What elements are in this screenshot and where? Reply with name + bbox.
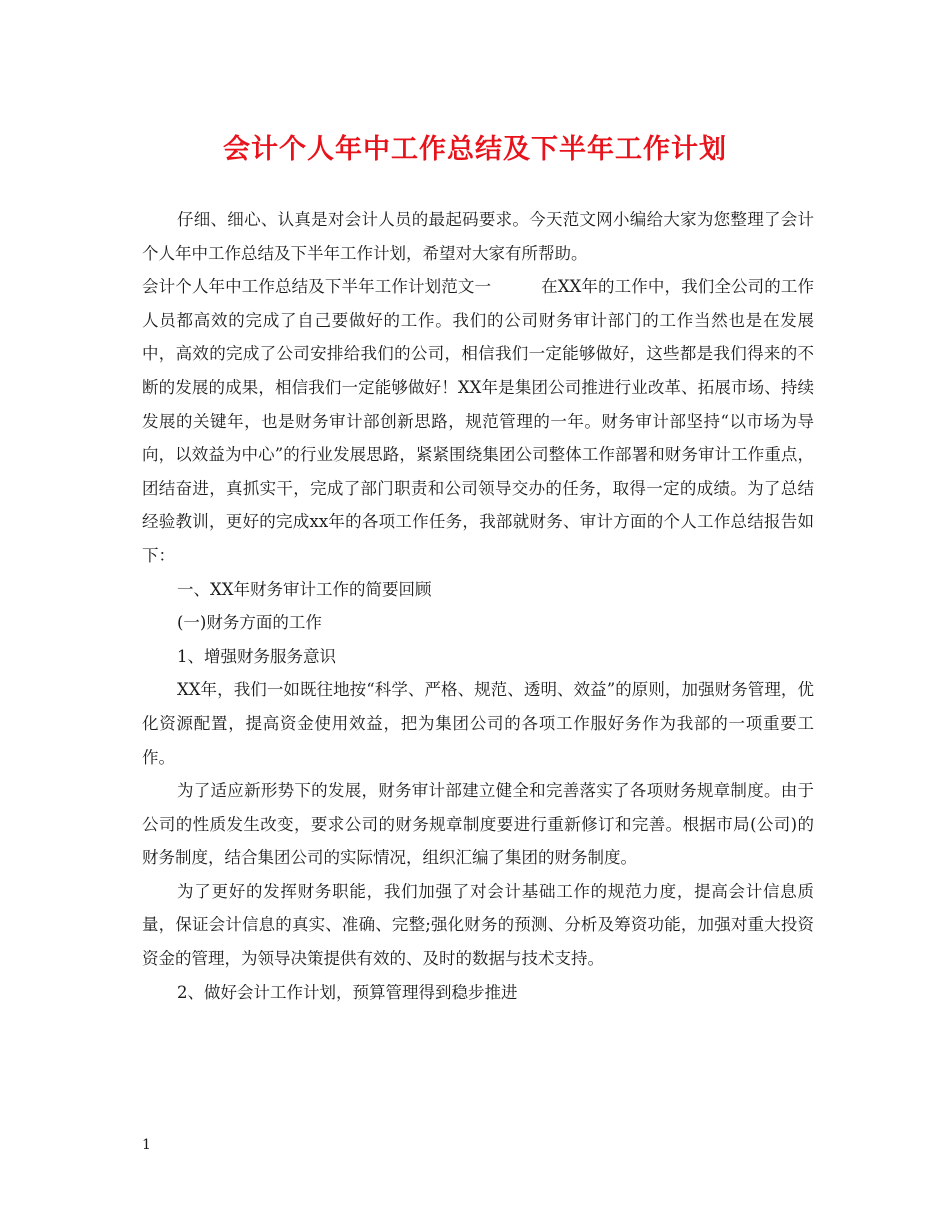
paragraph-principles: XX年，我们一如既往地按“科学、严格、规范、透明、效益”的原则，加强财务管理，优化资源配置，提高资金使用效益，把为集团公司的各项工作服好务作为我部的一项重要工作。 [142,680,814,767]
document-body [142,203,814,1009]
paragraph-accounting-basics: 为了更好的发挥财务职能，我们加强了对会计基础工作的规范力度，提高会计信息质量，保证会计信息的真实、准确、完整;强化财务的预测、分析及筹资功能，加强对重大投资资金的管理，为领导决策提供有效的、及时的数据与技术支持。 [142,881,814,969]
document-title: 会计个人年中工作总结及下半年工作计划 [223,134,727,165]
paragraph-sample-one: 会计个人年中工作总结及下半年工作计划范文一 在XX年的工作中，我们全公司的工作人员都高效的完成了自己要做好的工作。我们的公司财务审计部门的工作当然也是在发展中，高效的完成了公司安排给我们的公司，相信我们一定能够做好，这些都是我们得来的不断的发展的成果，相信我们一定能够做好！XX年是集团公司推进行业改革、拓展市场、持续发展的关键年，也是财务审计部创新思路，规范管理的一年。财务审计部坚持“以市场为导向，以效益为中心”的行业发展思路，紧紧围绕集团公司整体工作部署和财务审计工作重点，团结奋进，真抓实干，完成了部门职责和公司领导交办的任务，取得一定的成绩。为了总结经验教训，更好的完成xx年的各项工作任务，我部就财务、审计方面的个人工作总结报告如下： [142,277,814,565]
item-heading-service: 1、增强财务服务意识 [177,646,336,666]
section-heading-review: 一、XX年财务审计工作的简要回顾 [177,579,432,599]
item-heading-budget: 2、做好会计工作计划，预算管理得到稳步推进 [177,982,518,1002]
paragraph-regulations: 为了适应新形势下的发展，财务审计部建立健全和完善落实了各项财务规章制度。由于公司的性质发生改变，要求公司的财务规章制度要进行重新修订和完善。根据市局(公司)的财务制度，结合集团公司的实际情况，组织汇编了集团的财务制度。 [142,781,814,868]
subsection-heading-finance: (一)财务方面的工作 [177,613,322,633]
paragraph-intro: 仔细、细心、认真是对会计人员的最起码要求。今天范文网小编给大家为您整理了会计个人年中工作总结及下半年工作计划，希望对大家有所帮助。 [142,210,814,263]
page-number: 1 [142,1137,151,1153]
